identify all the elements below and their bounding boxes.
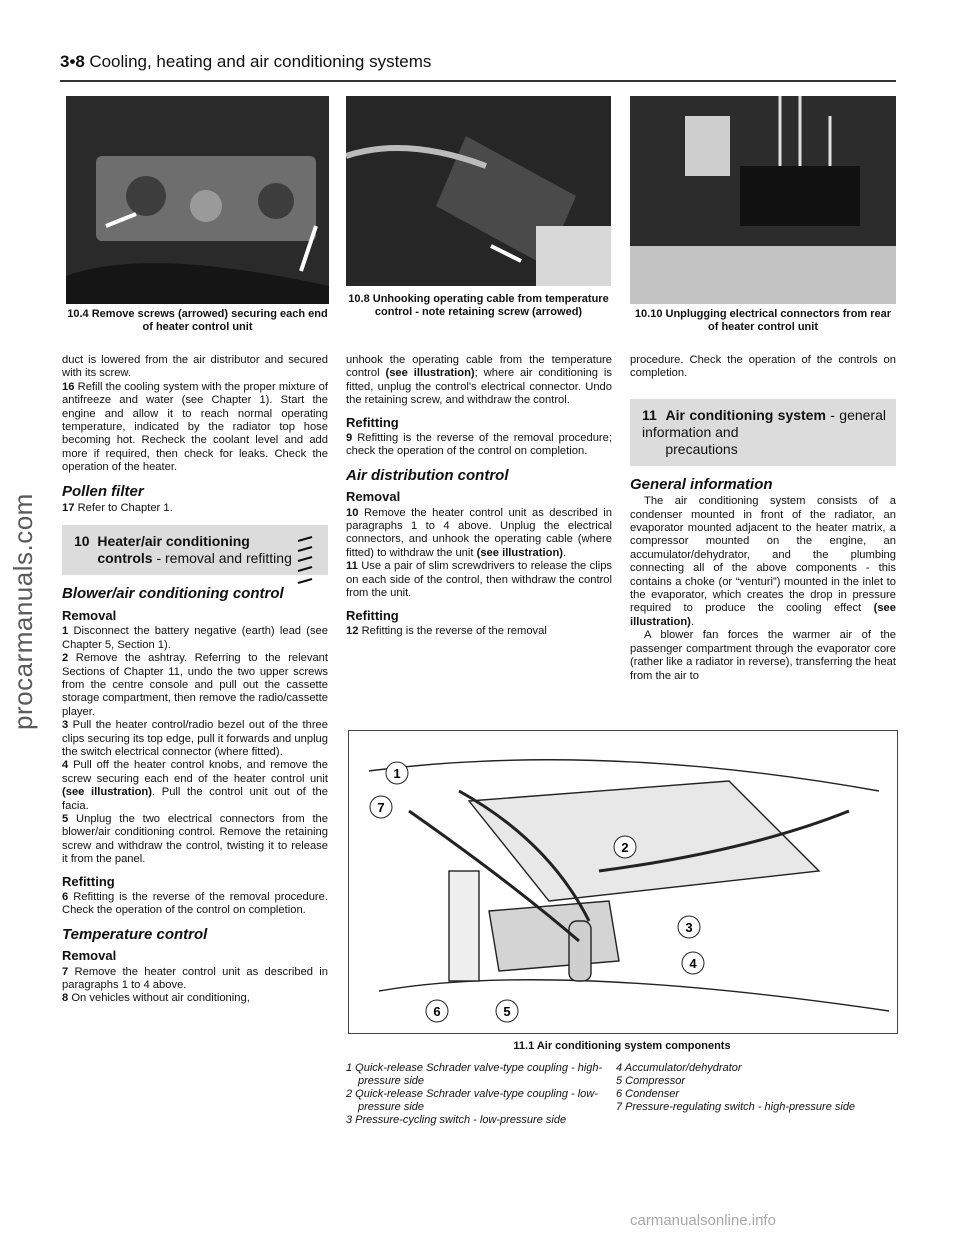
paragraph: duct is lowered from the air distributor and secured with its screw. bbox=[62, 354, 328, 380]
subheading-removal: Removal bbox=[62, 948, 117, 964]
column-2: unhook the operating cable from the temperature control (see illustration); where air conditioning is fitted, unplug the control's electrical connector. Undo the retaining screw, and withdraw the control. Refitting 9 Refitting is the reverse of the removal procedure; check the operation of the control on completion. Air distribution control Removal 10 Remove the heater control unit as described in paragraphs 1 to 4 above. Unplug the electrical connectors, and unhook the operating cable (where fitted) to withdraw the unit (see illustration). 11 Use a pair of slim screwdrivers to release the clips on each side of the control, then withdraw the control from the unit. Refitting 12 Refitting is the reverse of the removal bbox=[346, 354, 613, 637]
legend-item: 6 Condenser bbox=[616, 1088, 679, 1100]
subheading-removal: Removal bbox=[62, 607, 117, 623]
diagram-label-7: 7 bbox=[377, 800, 385, 815]
subheading-refitting: Refitting bbox=[346, 607, 399, 623]
legend-item: 2 Quick-release Schrader valve-type coupling - low-pressure side bbox=[346, 1088, 598, 1113]
column-3: procedure. Check the operation of the controls on completion. 11 Air conditioning system - general information and precautions General information The air conditioning system consists of a condenser mounted in front of the radiator, an evaporator mounted adjacent to the heater matrix, a compressor mounted on the engine, an accumulator/dehydrator, and the plumbing connecting all of the above components - this contains a choke (or “venturi”) mounted in the inlet to the evaporator, which creates the drop in pressure required to produce the cooling effect (see illustration). A blower fan forces the warmer air of the passenger compartment through the evaporator core (rather like a radiator in reverse), transferring the heat from the air to bbox=[630, 354, 896, 682]
caption-10-8: 10.8 Unhooking operating cable from temperature control - note retaining screw (arrowed) bbox=[348, 293, 609, 318]
heading-pollen-filter: Pollen filter bbox=[62, 482, 144, 500]
photo-10-10 bbox=[630, 96, 896, 304]
legend-item: 7 Pressure-regulating switch - high-pressure side bbox=[616, 1101, 856, 1113]
photo-10-8 bbox=[346, 96, 611, 286]
subheading-refitting: Refitting bbox=[62, 873, 115, 889]
photo-10-4 bbox=[66, 96, 329, 304]
legend-item: 5 Compressor bbox=[616, 1075, 686, 1087]
heading-air-distribution: Air distribution control bbox=[346, 466, 509, 484]
legend-item: 4 Accumulator/dehydrator bbox=[616, 1062, 742, 1074]
caption-10-10: 10.10 Unplugging electrical connectors from rear of heater control unit bbox=[634, 308, 892, 333]
caption-11-1: 11.1 Air conditioning system components bbox=[513, 1040, 731, 1052]
page-number: 3•8 bbox=[60, 52, 85, 71]
subheading-removal: Removal bbox=[346, 489, 401, 505]
diagram-air-conditioning-components bbox=[348, 730, 898, 1034]
diagram-label-3: 3 bbox=[685, 920, 693, 935]
subheading-refitting: Refitting bbox=[346, 414, 399, 430]
diagram-label-4: 4 bbox=[689, 956, 697, 971]
section-box-11: 11 Air conditioning system - general information and precautions bbox=[630, 399, 896, 466]
legend-item: 1 Quick-release Schrader valve-type coupling - high-pressure side bbox=[346, 1062, 603, 1087]
diagram-label-2: 2 bbox=[621, 840, 629, 855]
page-title: Cooling, heating and air conditioning systems bbox=[89, 52, 432, 71]
heading-general-information: General information bbox=[630, 475, 773, 493]
footer-watermark: carmanualsonline.info bbox=[630, 1212, 776, 1229]
page-header bbox=[60, 52, 896, 82]
section-box-10: 10 Heater/air conditioning controls - removal and refitting bbox=[62, 525, 328, 575]
diagram-label-5: 5 bbox=[503, 1004, 511, 1019]
heading-temperature-control: Temperature control bbox=[62, 925, 208, 943]
diagram-label-6: 6 bbox=[433, 1004, 441, 1019]
difficulty-tools-icon bbox=[294, 533, 318, 595]
side-watermark: procarmanuals.com bbox=[8, 493, 38, 730]
legend-col-a bbox=[346, 1062, 614, 1127]
heading-blower-control: Blower/air conditioning control bbox=[62, 585, 284, 603]
column-1: duct is lowered from the air distributor and secured with its screw. 16 Refill the cooling system with the proper mixture of antifreeze and water (see Chapter 1). Start the engine and allow it to reach normal operating temperature, indicated by the radiator top hose becoming hot. Recheck the coolant level and add more if required, then check for leaks. Check the operation of the heater. Pollen filter 17 Refer to Chapter 1. 10 Heater/air conditioning controls - removal and refitting Blower/air conditioning control Removal 1 Disconnect the battery negative (earth) lead (see Chapter 5, Section 1). 2 Remove the ashtray. Referring to the relevant Sections of Chapter 11, undo the two upper screws from the centre console and pull out the cassette storage compartment, then remove the radio/cassette player. 3 Pull the heater control/radio bezel out of the three clips securing its top edge, pull it forwards and unplug the switch electrical connector (where fitted). 4 Pull off the heater control knobs, and remove the screw securing each end of the heater control unit (see illustration). Pull the control unit out of the facia. 5 Unplug the two electrical connectors from the blower/air conditioning control. Remove the retaining screw and withdraw the control, twisting it to release it from the panel. Refitting 6 Refitting is the reverse of the removal procedure. Check the operation of the control on completion. Temperature control Removal 7 Remove the heater control unit as described in paragraphs 1 to 4 above. 8 On vehicles without air conditioning, bbox=[62, 354, 329, 1005]
caption-10-4: 10.4 Remove screws (arrowed) securing each end of heater control unit bbox=[67, 308, 328, 333]
legend-col-b bbox=[616, 1062, 886, 1114]
legend-item: 3 Pressure-cycling switch - low-pressure side bbox=[346, 1114, 567, 1126]
diagram-label-1: 1 bbox=[393, 766, 401, 781]
